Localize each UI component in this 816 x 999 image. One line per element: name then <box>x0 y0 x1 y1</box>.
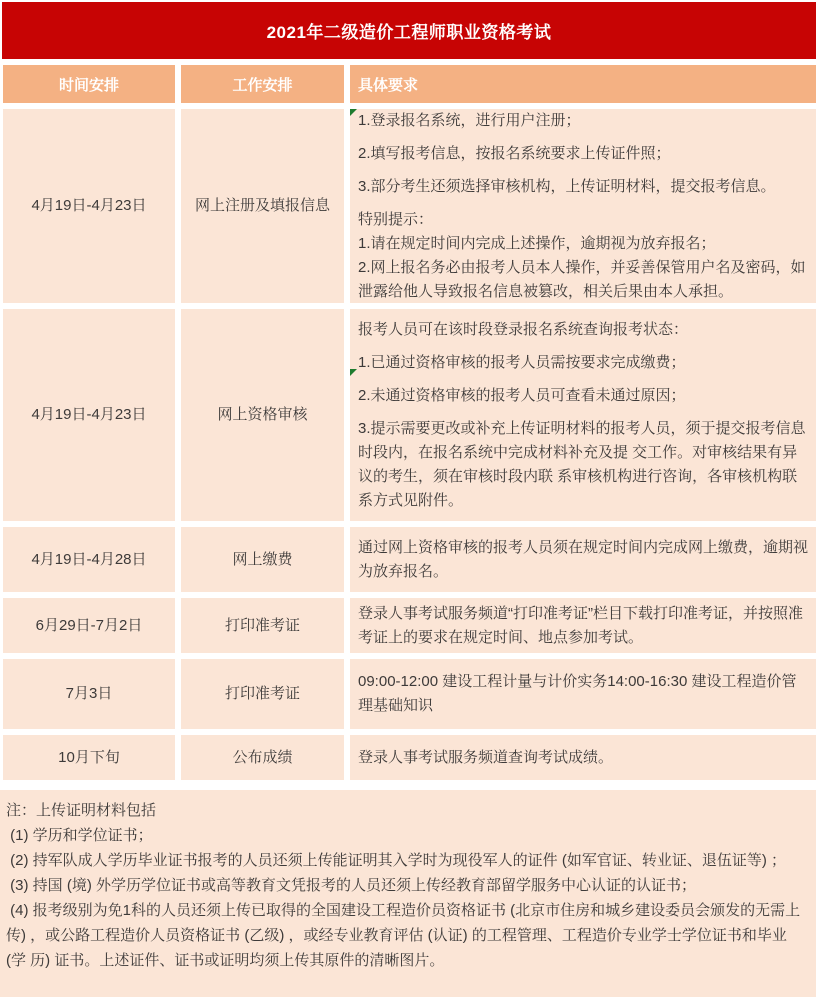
details-cell <box>350 109 816 303</box>
note-line: (3) 持国 (境) 外学历学位证书或高等教育文凭报考的人员还须上传经教育部留学服务中心认证的认证书； <box>6 877 697 894</box>
details-paragraph: 特别提示： <box>358 210 434 228</box>
details-cell <box>350 527 816 592</box>
note-line: (2) 持军队成人学历毕业证书报考的人员还须上传能证明其入学时为现役军人的证件 (如军官证、转业证、退伍证等) ； <box>6 852 787 869</box>
table-header-task: 工作安排 <box>181 65 344 103</box>
note-line: (4) 报考级别为免1科的人员还须上传已取得的全国建设工程造价员资格证书 (北京市住房和城乡建设委员会颁发的无需上传) ，或公路工程造价人员资格证书 (乙级) ，或经专业教育评估 (认证) 的工程管理、工程造价专业学士学位证书和毕业 (学 历) 证书。上述证件、证书或证明均须上传其原件的清晰图片。 <box>6 902 801 969</box>
task-cell: 公布成绩 <box>181 735 344 780</box>
details-paragraph: 登录人事考试服务频道查询考试成绩。 <box>358 748 614 766</box>
details-paragraph: 2.网上报名务必由报考人员本人操作，并妥善保管用户名及密码，如泄露给他人导致报名信息被篡改，相关后果由本人承担。 <box>358 258 806 300</box>
details-paragraph: 2.未通过资格审核的报考人员可查看未通过原因； <box>358 386 686 404</box>
details-paragraph: 09:00-12:00 建设工程计量与计价实务14:00-16:30 建设工程造价管理基础知识 <box>358 673 797 714</box>
details-cell <box>350 659 816 729</box>
details-paragraph: 3.部分考生还须选择审核机构，上传证明材料，提交报考信息。 <box>358 177 776 195</box>
task-cell: 打印准考证 <box>181 659 344 729</box>
time-cell: 4月19日-4月23日 <box>3 109 175 303</box>
task-cell: 打印准考证 <box>181 598 344 653</box>
details-paragraph: 1.已通过资格审核的报考人员需按要求完成缴费； <box>358 353 686 371</box>
page <box>0 2 816 999</box>
details-paragraph: 2.填写报考信息，按报名系统要求上传证件照； <box>358 144 671 162</box>
comment-marker-icon <box>350 109 357 116</box>
table-header-details: 具体要求 <box>350 65 816 103</box>
details-paragraph: 登录人事考试服务频道“打印准考证”栏目下载打印准考证，并按照准考证上的要求在规定时间、地点参加考试。 <box>358 604 803 646</box>
details-cell <box>350 735 816 780</box>
details-cell <box>350 598 816 653</box>
page-title: 2021年二级造价工程师职业资格考试 <box>2 2 816 59</box>
task-cell: 网上资格审核 <box>181 309 344 521</box>
time-cell: 4月19日-4月28日 <box>3 527 175 592</box>
task-cell: 网上注册及填报信息 <box>181 109 344 303</box>
time-cell: 6月29日-7月2日 <box>3 598 175 653</box>
task-cell: 网上缴费 <box>181 527 344 592</box>
comment-marker-icon <box>350 369 357 376</box>
table-header-time: 时间安排 <box>3 65 175 103</box>
notes-section <box>0 790 816 997</box>
note-line: 注：上传证明材料包括 <box>6 802 157 819</box>
schedule-table <box>3 65 816 780</box>
time-cell: 4月19日-4月23日 <box>3 309 175 521</box>
details-cell <box>350 309 816 521</box>
time-cell: 7月3日 <box>3 659 175 729</box>
details-paragraph: 报考人员可在该时段登录报名系统查询报考状态： <box>358 320 689 338</box>
details-paragraph: 通过网上资格审核的报考人员须在规定时间内完成网上缴费，逾期视为放弃报名。 <box>358 538 809 580</box>
note-line: (1) 学历和学位证书； <box>6 827 153 844</box>
details-paragraph: 1.登录报名系统，进行用户注册； <box>358 111 581 129</box>
details-paragraph: 1.请在规定时间内完成上述操作，逾期视为放弃报名； <box>358 234 716 252</box>
time-cell: 10月下旬 <box>3 735 175 780</box>
details-paragraph: 3.提示需要更改或补充上传证明材料的报考人员，须于提交报考信息时段内，在报名系统中完成材料补充及提 交工作。对审核结果有异议的考生，须在审核时段内联 系审核机构进行咨询，各审核机构联系方式见附件。 <box>358 419 806 509</box>
